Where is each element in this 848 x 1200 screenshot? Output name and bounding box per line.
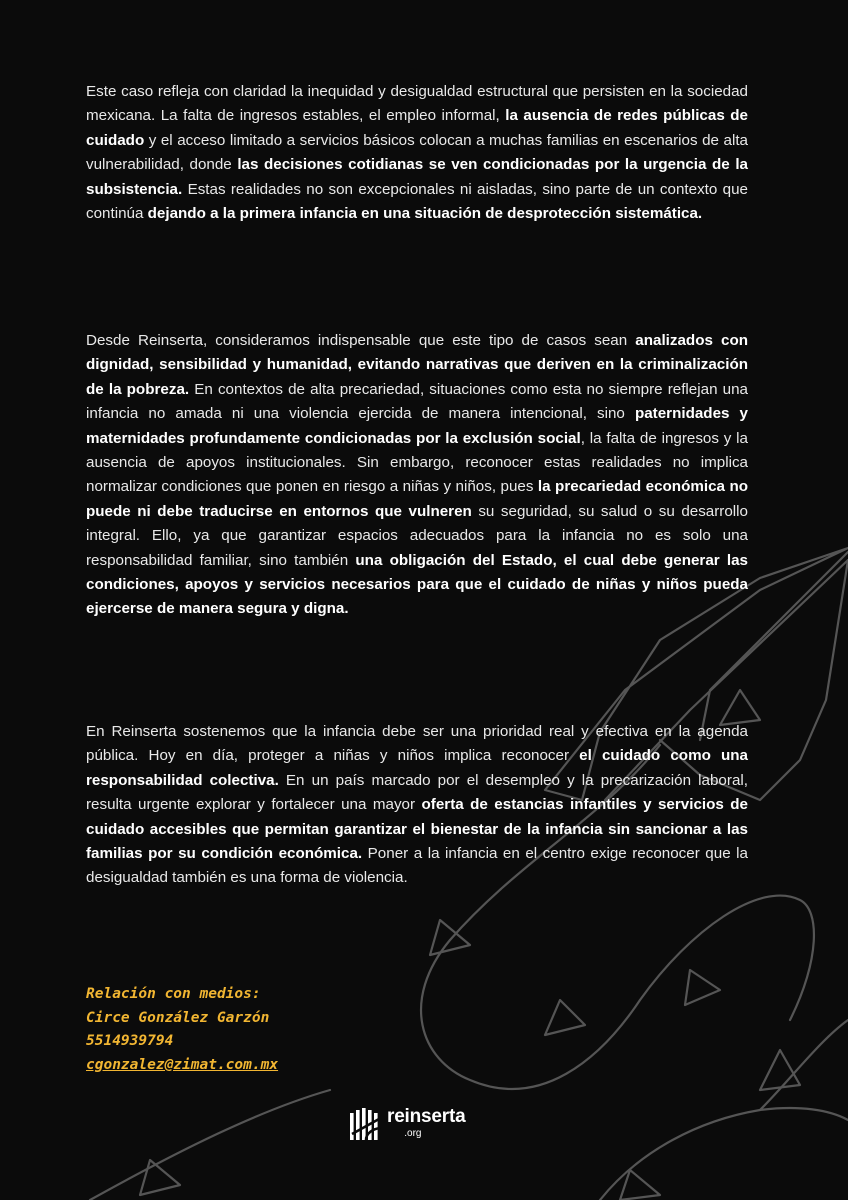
text-run: En Reinserta sostenemos que la infancia debe ser una prioridad real y efectiva en la agenda pública. Hoy en día, proteger a niñas y niños implica reconocer: [86, 723, 748, 765]
reinserta-logo: [349, 1104, 465, 1144]
contact-heading: Relación con medios:: [86, 986, 261, 1002]
text-run: Estas realidades no son excepcionales ni aisladas, sino parte de un contexto que continúa: [86, 180, 748, 223]
contact-phone: 5514939794: [86, 1033, 174, 1050]
bold-run: la precariedad económica no puede ni debe traducirse en entornos que vulneren: [86, 478, 748, 520]
tail-bow-3: [545, 1000, 585, 1035]
bold-run: las decisiones cotidianas se ven condicionadas por la urgencia de la subsistencia.: [86, 156, 748, 198]
kite-string-right: [760, 1020, 848, 1110]
text-run: y el acceso limitado a servicios básicos colocan a muchas familias en escenarios de alta vulnerabilidad, donde: [86, 131, 748, 174]
bold-run: paternidades y maternidades profundamente condicionadas por la exclusión social: [86, 405, 748, 447]
text-run: , la falta de ingresos y la ausencia de apoyos institucionales. Sin embargo, reconocer estas realidades no implica normalizar condiciones que ponen en riesgo a niñas y niños, pues: [86, 429, 748, 496]
paragraph-3: [86, 720, 748, 891]
kite-string-left: [90, 1090, 330, 1200]
reinserta-logo-icon: [349, 1107, 383, 1141]
tail-bow-6: [760, 1050, 800, 1090]
paragraph-2: [86, 329, 748, 622]
bold-run: la ausencia de redes públicas de cuidado: [86, 107, 748, 149]
bold-run: el cuidado como una responsabilidad colectiva.: [86, 747, 748, 789]
text-run: su seguridad, su salud o su desarrollo integral. Ello, ya que garantizar espacios adecuados para la infancia no es solo una responsabilidad familiar, sino también: [86, 502, 749, 569]
logo-name: reinserta: [387, 1106, 466, 1127]
contact-name: Circe González Garzón: [86, 1009, 270, 1026]
tail-bow-7: [620, 1170, 660, 1200]
paragraph-1: [86, 80, 748, 226]
tail-bow-2: [430, 920, 470, 955]
kite-string-lower: [600, 1108, 848, 1200]
bold-run: analizados con dignidad, sensibilidad y humanidad, evitando narrativas que deriven en la criminalización de la pobreza.: [86, 332, 749, 398]
logo-text: [387, 1106, 465, 1142]
text-run: En contextos de alta precariedad, situaciones como esta no siempre reflejan una infancia no amada ni una violencia ejercida de manera intencional, sino: [86, 380, 748, 423]
contact-email-link[interactable]: cgonzalez@zimat.com.mx: [86, 1057, 279, 1074]
text-run: Este caso refleja con claridad la inequidad y desigualdad estructural que persisten en la sociedad mexicana. La falta de ingresos estables, el empleo informal,: [86, 83, 748, 125]
bold-run: una obligación del Estado, el cual debe generar las condiciones, apoyos y servicios necesarios para que el cuidado de niñas y niños pueda ejercerse de manera segura y digna.: [86, 551, 749, 618]
tail-bow-4: [685, 970, 720, 1005]
media-contact: [86, 983, 278, 1078]
logo-tld: .org: [404, 1128, 422, 1139]
text-run: Poner a la infancia en el centro exige reconocer que la desigualdad también es una forma de violencia.: [86, 845, 748, 887]
bold-run: oferta de estancias infantiles y servicios de cuidado accesibles que permitan garantizar el bienestar de la infancia sin sancionar a las familias por su condición económica.: [86, 796, 748, 863]
text-run: En un país marcado por el desempleo y la precarización laboral, resulta urgente explorar y fortalecer una mayor: [86, 771, 748, 814]
text-run: Desde Reinserta, consideramos indispensable que este tipo de casos sean: [86, 332, 636, 349]
bold-run: dejando a la primera infancia en una situación de desprotección sistemática.: [147, 205, 703, 223]
tail-bow-5: [140, 1160, 180, 1195]
